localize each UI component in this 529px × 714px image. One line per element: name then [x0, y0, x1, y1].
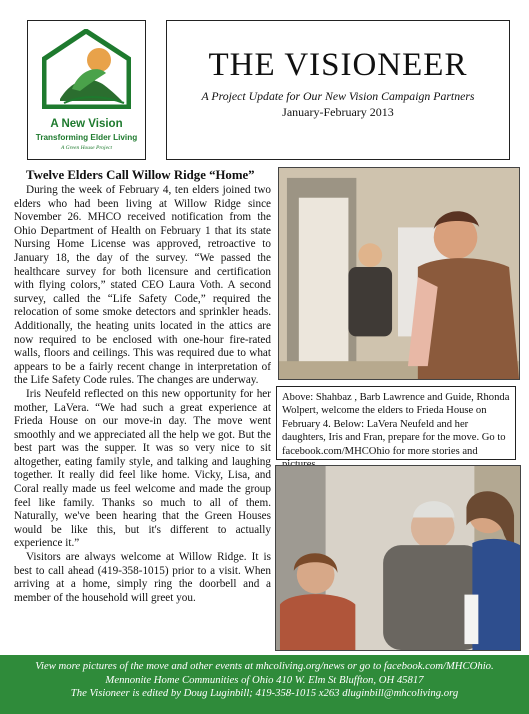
article-paragraph: Iris Neufeld reflected on this new opportunity for her mother, LaVera. “We had such a great experience at Frieda House on our move-in day. The move went smoothly and we appreciated all the help we got. But the best part was the supper. It was so very nice to sit altogether, eating family style, and talking and laughing together. It really did feel like home. Vicky, Lisa, and Coral really made us feel welcome and made the group feel like family. Thanks so much to all of them. Naturally, we've been hearing that the Green Houses would be like this, but it's different to actually experience it.”	[14, 387, 271, 550]
article-body	[14, 184, 271, 605]
article-paragraph: During the week of February 4, ten elders joined two elders who had been living at Willow Ridge since November 26. MHCO received notification from the Ohio Department of Health on February 1 that its state Nursing Home License was approved, retroactive to January 18, the day of the survey. “We passed the healthcare survey for both licensure and certification with flying colors,” stated CEO Laura Voth. A second survey, called the “Life Safety Code,” required the relocation of some smoke detectors and sprinkler heads. Additionally, the heating units located in the attics are now required to be enclosed with one-hour fire-rated walls, floors and ceilings. This was required due to what appears to be a fairly recent change in interpretation of the Life Safety Code rules. The changes are underway.	[14, 184, 271, 387]
footer-editor-line: The Visioneer is edited by Doug Luginbill; 419-358-1015 x263 dluginbill@mhcoliving.org	[70, 687, 459, 700]
footer	[0, 655, 529, 714]
article-headline: Twelve Elders Call Willow Ridge “Home”	[26, 168, 255, 182]
photo-welcome-staff	[278, 167, 520, 380]
footer-links-line: View more pictures of the move and other events at mhcoliving.org/news or go to facebook.com/MHCOhio.	[35, 660, 494, 672]
article-paragraph: Visitors are always welcome at Willow Ridge. It is best to call ahead (419-358-1015) prior to a visit. When arriving at a home, simply ring the doorbell and a member of the household will greet you.	[14, 551, 271, 604]
logo	[27, 20, 146, 160]
photo-family-move	[275, 465, 521, 651]
newsletter-subtitle: A Project Update for Our New Vision Campaign Partners	[201, 89, 475, 103]
logo-title: A New Vision	[50, 118, 123, 130]
logo-subtitle: Transforming Elder Living	[35, 133, 138, 142]
issue-date: January-February 2013	[282, 105, 394, 119]
newsletter-title: THE VISIONEER	[208, 47, 468, 83]
photo-caption: Above: Shahbaz , Barb Lawrence and Guide, Rhonda Wolpert, welcome the elders to Frieda House on February 4. Below: LaVera Neufeld and her daughters, Iris and Fran, prepare for the move. Go to facebook.com/MHCOhio for more stories and	[276, 386, 516, 460]
logo-tagline: A Green House Project	[61, 145, 112, 151]
footer-address-line: Mennonite Home Communities of Ohio 410 W. Elm St Bluffton, OH 45817	[105, 673, 424, 686]
masthead	[166, 20, 510, 160]
house-leaf-icon	[42, 29, 131, 109]
